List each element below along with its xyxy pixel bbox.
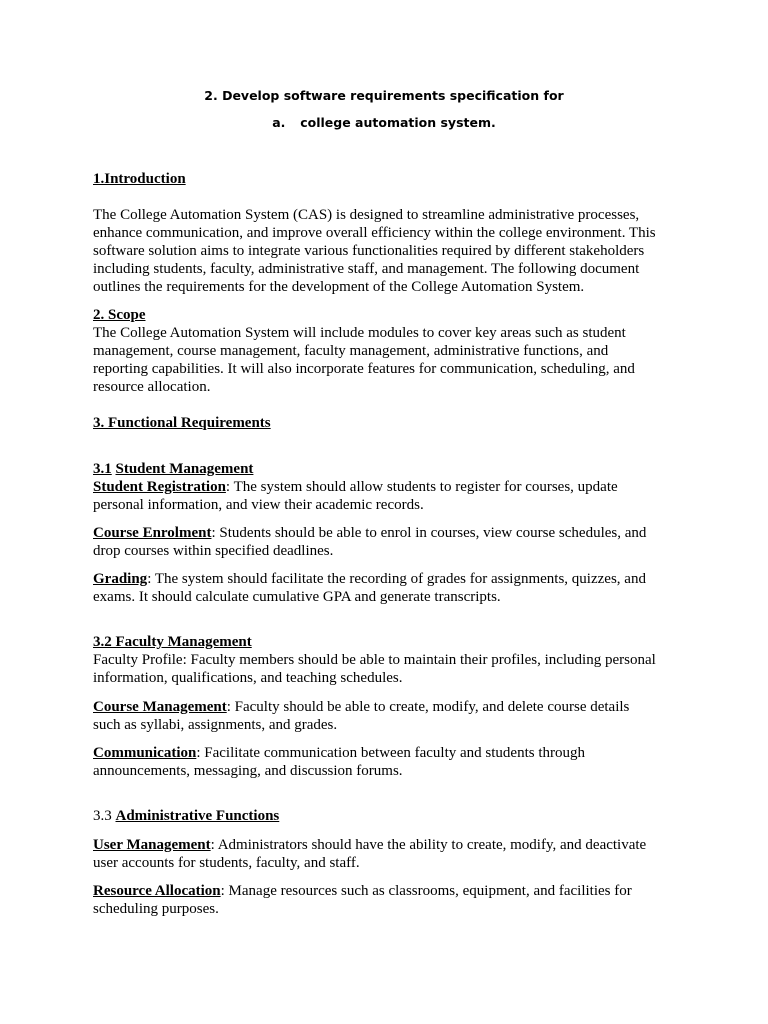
course-management-paragraph: Course Management: Faculty should be able to create, modify, and delete course details such as syllabi, assignments, and grades.	[93, 699, 630, 733]
course-enrolment-paragraph: Course Enrolment: Students should be able to enrol in courses, view course schedules, and drop courses within specified deadlines.	[93, 525, 647, 559]
grading-paragraph: Grading: The system should facilitate the recording of grades for assignments, quizzes, and exams. It should calculate cumulative GPA and generate transcripts.	[93, 571, 646, 605]
course-management-term: Course Management	[93, 699, 227, 715]
resource-allocation-term: Resource Allocation	[93, 883, 221, 899]
grading-term: Grading	[93, 571, 148, 587]
faculty-management-section: 3.2 Faculty Management Faculty Profile: Faculty members should be able to maintain their profiles, including personal information, qualifications, and teaching schedules.	[93, 633, 693, 687]
course-enrolment-term: Course Enrolment	[93, 525, 212, 541]
student-management-section: 3.1 Student Management Student Registration: The system should allow students to register for courses, update personal information, and view their academic records.	[93, 461, 618, 513]
section-number: 3.1	[93, 461, 112, 477]
communication-paragraph: Communication: Facilitate communication between faculty and students through announcements, messaging, and discussion forums.	[93, 745, 585, 779]
list-marker: a.	[272, 115, 286, 130]
faculty-profile-line: Faculty Profile: Faculty members should be able to maintain their profiles, including personal	[93, 652, 656, 668]
administrative-functions-heading: 3.3 Administrative Functions	[93, 808, 280, 824]
introduction-paragraph: The College Automation System (CAS) is designed to streamline administrative processes, enhance communication, and improve overall efficiency within the college environment. This software solution aims to integrate various functionalities required by different stakeholders including students, faculty, administrative staff, and management. The following document outlines the requirements for the development of the College Automation System.	[93, 207, 656, 295]
section-number: 3.3	[93, 808, 116, 824]
resource-allocation-paragraph: Resource Allocation: Manage resources such as classrooms, equipment, and facilities for scheduling purposes.	[93, 883, 632, 917]
document-title: 2. Develop software requirements specification for	[204, 88, 564, 103]
introduction-heading: 1.Introduction	[93, 171, 186, 187]
user-management-term: User Management	[93, 837, 211, 853]
scope-section: 2. Scope The College Automation System will include modules to cover key areas such as student management, course management, faculty management, administrative functions, and reporting capabilities. It will also incorporate features for communication, scheduling, and resource allocation.	[93, 307, 635, 395]
communication-term: Communication	[93, 745, 197, 761]
scope-heading: 2. Scope	[93, 307, 146, 323]
student-management-heading: Student Management	[115, 461, 254, 477]
student-registration-term: Student Registration	[93, 479, 226, 495]
functional-requirements-heading: 3. Functional Requirements	[93, 415, 271, 431]
faculty-management-heading: 3.2 Faculty Management	[93, 634, 252, 650]
document-subtitle-item	[0, 115, 768, 131]
list-item-text: college automation system.	[300, 115, 496, 130]
user-management-paragraph: User Management: Administrators should have the ability to create, modify, and deactivate user accounts for students, faculty, and staff.	[93, 837, 647, 871]
